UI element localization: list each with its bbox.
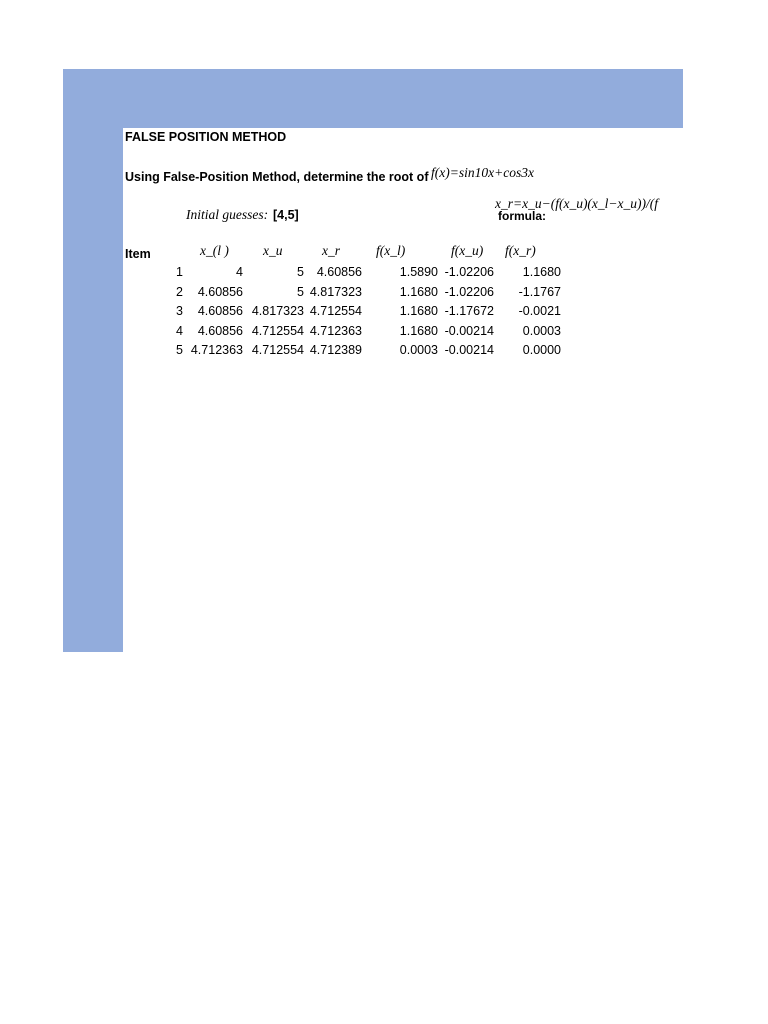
cell-x-u: 5 (297, 284, 304, 299)
cell-f-xu: -1.17672 (444, 304, 494, 318)
cell-f-xl: 1.5890 (399, 265, 438, 279)
cell-item: 1 (176, 265, 183, 279)
function-expression: f(x)=sin10x+cos3x (431, 165, 534, 180)
cell-x-l: 4.712363 (190, 343, 243, 357)
cell-x-u: 4.712554 (251, 323, 304, 338)
cell-item: 5 (176, 343, 183, 357)
initial-guesses-value: [4,5] (273, 208, 299, 222)
formula-expression: x_r=x_u−(f(x_u)(x_l−x_u))/(f (495, 196, 659, 211)
left-band (63, 128, 123, 652)
cell-item: 4 (176, 323, 183, 338)
cell-f-xr: 1.1680 (522, 265, 561, 279)
cell-f-xu: -1.02206 (444, 284, 494, 299)
cell-f-xu: -1.02206 (444, 265, 494, 279)
cell-x-l: 4.60856 (197, 323, 243, 338)
header-band (63, 69, 683, 128)
cell-x-l: 4 (236, 265, 243, 279)
cell-f-xu: -0.00214 (444, 343, 494, 357)
item-column-header: Item (125, 247, 151, 261)
cell-x-l: 4.60856 (197, 304, 243, 318)
header-x-r: x_r (322, 243, 340, 258)
cell-f-xl: 1.1680 (399, 323, 438, 338)
header-x-u: x_u (263, 243, 283, 258)
cell-x-r: 4.712363 (309, 323, 362, 338)
cell-f-xl: 0.0003 (399, 343, 438, 357)
cell-f-xr: -0.0021 (518, 304, 561, 318)
cell-f-xr: -1.1767 (518, 284, 561, 299)
formula-label: formula: (498, 209, 546, 223)
cell-item: 2 (176, 284, 183, 299)
cell-x-u: 4.817323 (251, 304, 304, 318)
cell-x-u: 5 (297, 265, 304, 279)
header-x-l: x_(l ) (200, 243, 229, 258)
header-f-xu: f(x_u) (451, 243, 484, 258)
cell-x-r: 4.817323 (309, 284, 362, 299)
page-title: FALSE POSITION METHOD (125, 130, 287, 144)
cell-f-xl: 1.1680 (399, 304, 438, 318)
cell-item: 3 (176, 304, 183, 318)
header-f-xl: f(x_l) (376, 243, 406, 258)
cell-f-xr: 0.0003 (522, 323, 561, 338)
cell-f-xl: 1.1680 (399, 284, 438, 299)
cell-x-r: 4.712389 (309, 343, 362, 357)
cell-f-xu: -0.00214 (444, 323, 494, 338)
cell-x-r: 4.60856 (316, 265, 362, 279)
initial-guesses-label: Initial guesses: (186, 207, 269, 222)
cell-x-r: 4.712554 (309, 304, 362, 318)
cell-x-l: 4.60856 (197, 284, 243, 299)
cell-x-u: 4.712554 (251, 343, 304, 357)
header-f-xr: f(x_r) (505, 243, 536, 258)
problem-statement: Using False-Position Method, determine the root of (125, 170, 429, 184)
cell-f-xr: 0.0000 (522, 343, 561, 357)
